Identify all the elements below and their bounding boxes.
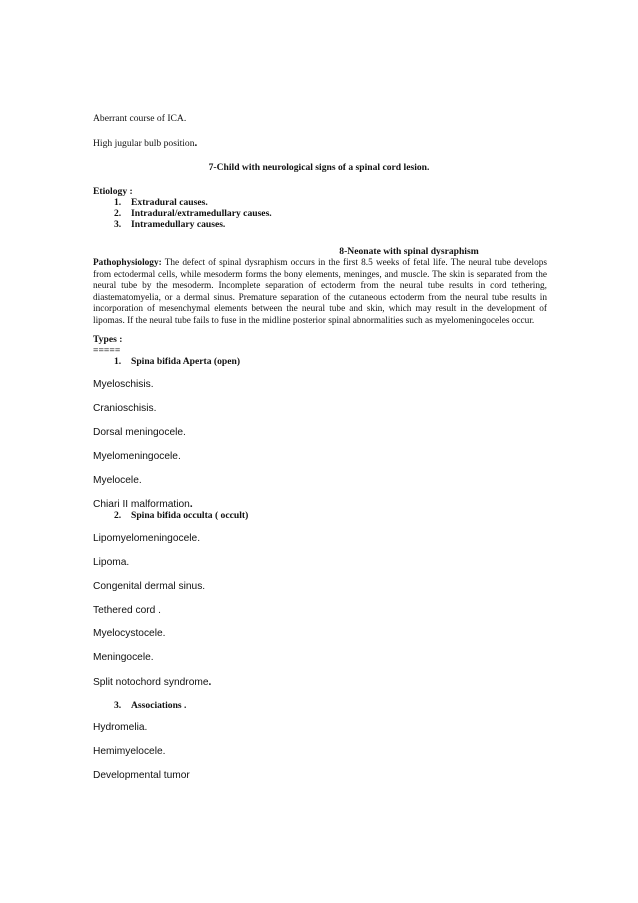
line-jugular-text: High jugular bulb position <box>93 138 195 149</box>
occult-item-split <box>93 676 211 689</box>
chiari-suffix: . <box>189 498 193 510</box>
split-suffix: . <box>208 676 212 688</box>
open-item: Myelocele. <box>93 475 142 486</box>
split-text: Split notochord syndrome <box>93 677 209 688</box>
line-jugular-bulb <box>93 137 197 150</box>
section-number: 2. <box>114 510 122 521</box>
pathophysiology-paragraph <box>93 258 547 328</box>
association-item: Developmental tumor <box>93 770 190 781</box>
chiari-text: Chiari II malformation <box>93 499 190 510</box>
etiology-item-number: 2. <box>114 208 122 219</box>
occult-item: Congenital dermal sinus. <box>93 581 206 592</box>
pathophysiology-text: The defect of spinal dysraphism occurs in the first 8.5 weeks of fetal life. The neural tube develops from ectodermal cells, while mesoderm forms the bony elements, meninges, and muscle. The skin is separated from the neural tube by the mesoderm. Incomplete separation of ectoderm from the neural tube results in cord tethering, diastematomyelia, or a dermal sinus. Premature separation of the cutaneous ectoderm from the neural tube results in incorporation of mesenchymal elements between the neural tube and skin, which may result in the development of lipomas. If the neural tube fails to fuse in the midline posterior spinal abnormalities such as myelomeningoceles occur. <box>93 258 547 326</box>
open-item: Dorsal meningocele. <box>93 427 186 438</box>
heading-section-8: 8-Neonate with spinal dysraphism <box>339 246 479 257</box>
etiology-item-text: Intramedullary causes. <box>131 219 226 230</box>
open-item: Cranioschisis. <box>93 403 157 414</box>
line-jugular-suffix: . <box>194 137 198 149</box>
occult-item: Lipomyelomeningocele. <box>93 533 201 544</box>
occult-item: Meningocele. <box>93 652 154 663</box>
occult-item: Tethered cord . <box>93 605 161 616</box>
types-rule: ===== <box>93 345 121 356</box>
section-title: Associations . <box>131 700 187 711</box>
section-heading-associations <box>114 700 186 712</box>
section-heading-open <box>114 356 240 368</box>
etiology-item <box>114 219 225 231</box>
etiology-item-number: 3. <box>114 219 122 230</box>
occult-item: Myelocystocele. <box>93 628 166 639</box>
occult-item: Lipoma. <box>93 557 130 568</box>
open-item: Myelomeningocele. <box>93 451 181 462</box>
section-number: 3. <box>114 700 122 711</box>
open-item: Myeloschisis. <box>93 379 154 390</box>
section-number: 1. <box>114 356 122 367</box>
etiology-item-text: Intradural/extramedullary causes. <box>131 208 272 219</box>
section-heading-occult <box>114 510 248 522</box>
etiology-item-text: Extradural causes. <box>131 197 208 208</box>
pathophysiology-label: Pathophysiology: <box>93 258 162 268</box>
association-item: Hemimyelocele. <box>93 746 166 757</box>
section-title: Spina bifida Aperta (open) <box>131 356 241 367</box>
types-label: Types : <box>93 334 123 345</box>
etiology-item-number: 1. <box>114 197 122 208</box>
line-aberrant-ica: Aberrant course of ICA. <box>93 113 187 124</box>
heading-section-7: 7-Child with neurological signs of a spinal cord lesion. <box>208 162 430 173</box>
association-item: Hydromelia. <box>93 722 148 733</box>
etiology-label: Etiology : <box>93 186 133 197</box>
section-title: Spina bifida occulta ( occult) <box>131 510 249 521</box>
